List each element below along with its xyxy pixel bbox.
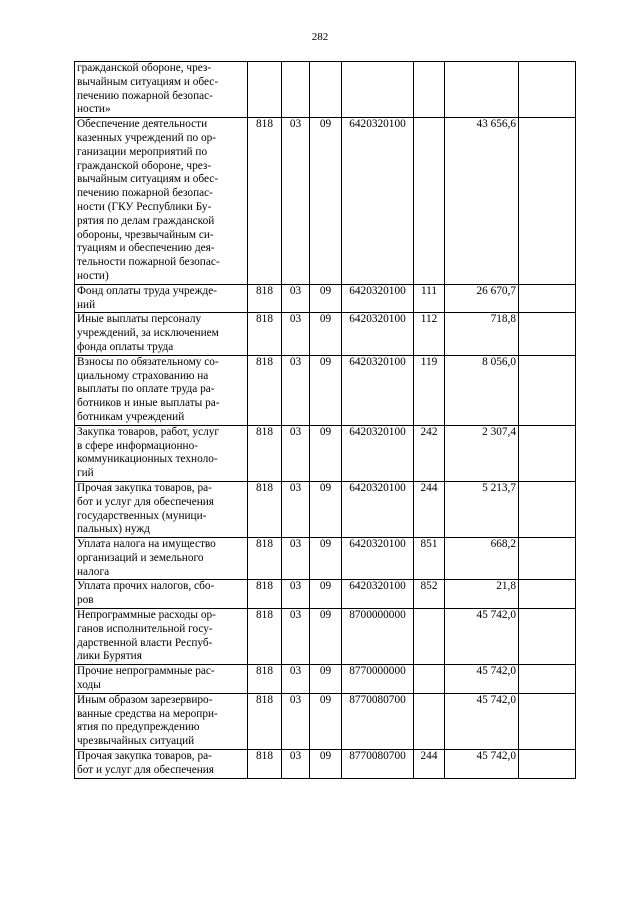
cell-subsection: 09 (310, 355, 342, 425)
cell-grbs: 818 (248, 284, 282, 313)
expense-name-line: ганов исполнительной госу- (77, 622, 213, 635)
cell-expense-name (75, 481, 248, 537)
cell-expense-name (75, 693, 248, 749)
cell-extra (519, 609, 576, 665)
cell-target-article: 8770000000 (342, 665, 414, 694)
expense-name-line: ботников и иные выплаты ра- (77, 397, 220, 410)
expense-name-line: Обеспечение деятельности (77, 118, 208, 131)
expense-name-line: Взносы по обязательному со- (77, 355, 219, 368)
table-row (75, 62, 576, 118)
cell-extra (519, 693, 576, 749)
cell-amount: 43 656,6 (445, 118, 519, 285)
cell-section: 03 (282, 693, 310, 749)
cell-subsection: 09 (310, 284, 342, 313)
table-row (75, 481, 576, 537)
cell-subsection: 09 (310, 750, 342, 779)
cell-expense-type (414, 693, 445, 749)
cell-subsection: 09 (310, 609, 342, 665)
expense-name-line: бот и услуг для обеспечения (77, 763, 215, 776)
expense-name-line: организаций и земельного (77, 551, 204, 564)
expense-name-line: ботникам учреждений (77, 410, 185, 423)
cell-grbs: 818 (248, 693, 282, 749)
cell-amount (445, 62, 519, 118)
expense-name-line: ятия по предупреждению (77, 721, 200, 734)
cell-expense-name (75, 284, 248, 313)
cell-subsection: 09 (310, 580, 342, 609)
expense-name-line: гражданской обороне, чрез- (77, 62, 212, 74)
cell-section: 03 (282, 538, 310, 580)
expense-name-line: Прочая закупка товаров, ра- (77, 481, 212, 494)
cell-extra (519, 313, 576, 355)
cell-grbs: 818 (248, 425, 282, 481)
cell-amount: 45 742,0 (445, 693, 519, 749)
cell-target-article: 6420320100 (342, 425, 414, 481)
cell-extra (519, 118, 576, 285)
cell-section (282, 62, 310, 118)
cell-expense-type: 119 (414, 355, 445, 425)
expense-name-line: ров (77, 594, 94, 607)
cell-grbs: 818 (248, 609, 282, 665)
cell-subsection: 09 (310, 313, 342, 355)
cell-expense-name (75, 665, 248, 694)
cell-extra (519, 355, 576, 425)
cell-section: 03 (282, 425, 310, 481)
cell-expense-type (414, 665, 445, 694)
expense-name-line: печению пожарной безопас- (77, 187, 213, 200)
cell-expense-type: 244 (414, 750, 445, 779)
table-row (75, 313, 576, 355)
cell-grbs (248, 62, 282, 118)
cell-section: 03 (282, 313, 310, 355)
cell-extra (519, 284, 576, 313)
table-row (75, 284, 576, 313)
expense-name-line: Иные выплаты персоналу (77, 313, 202, 326)
cell-expense-type: 111 (414, 284, 445, 313)
cell-subsection: 09 (310, 425, 342, 481)
cell-amount: 45 742,0 (445, 750, 519, 779)
cell-section: 03 (282, 580, 310, 609)
cell-subsection: 09 (310, 481, 342, 537)
cell-subsection: 09 (310, 118, 342, 285)
expense-name-line: Фонд оплаты труда учрежде- (77, 284, 218, 297)
cell-subsection: 09 (310, 538, 342, 580)
expense-name-line: печению пожарной безопас- (77, 89, 213, 102)
expense-name-line: учреждений, за исключением (77, 327, 219, 340)
cell-target-article: 6420320100 (342, 313, 414, 355)
expense-name-line: обороны, чрезвычайным си- (77, 228, 214, 241)
expense-name-line: коммуникационных техноло- (77, 453, 218, 466)
cell-target-article: 6420320100 (342, 481, 414, 537)
expense-name-line: ванные средства на меропри- (77, 707, 218, 720)
expense-name-line: Прочая закупка товаров, ра- (77, 750, 212, 763)
cell-amount: 668,2 (445, 538, 519, 580)
cell-expense-type: 242 (414, 425, 445, 481)
cell-expense-name (75, 313, 248, 355)
cell-expense-name (75, 118, 248, 285)
cell-expense-type (414, 118, 445, 285)
cell-expense-name (75, 750, 248, 779)
cell-amount: 26 670,7 (445, 284, 519, 313)
expense-name-line: казенных учреждений по ор- (77, 131, 217, 144)
expense-name-line: налога (77, 565, 110, 578)
cell-target-article: 6420320100 (342, 538, 414, 580)
expense-name-line: Уплата налога на имущество (77, 538, 216, 551)
cell-expense-type: 851 (414, 538, 445, 580)
table-row (75, 580, 576, 609)
table-row (75, 665, 576, 694)
cell-section: 03 (282, 609, 310, 665)
expense-name-line: дарственной власти Респуб- (77, 636, 213, 649)
cell-grbs: 818 (248, 118, 282, 285)
cell-section: 03 (282, 665, 310, 694)
expense-name-line: гий (77, 467, 94, 480)
table-row (75, 693, 576, 749)
cell-extra (519, 580, 576, 609)
cell-target-article: 6420320100 (342, 284, 414, 313)
cell-grbs: 818 (248, 481, 282, 537)
cell-expense-type: 852 (414, 580, 445, 609)
cell-section: 03 (282, 750, 310, 779)
cell-amount: 718,8 (445, 313, 519, 355)
expense-name-line: ности» (77, 103, 111, 116)
cell-subsection: 09 (310, 665, 342, 694)
expense-name-line: Иным образом зарезервиро- (77, 693, 213, 706)
cell-amount: 2 307,4 (445, 425, 519, 481)
cell-expense-name (75, 425, 248, 481)
table-row (75, 118, 576, 285)
cell-target-article: 8700000000 (342, 609, 414, 665)
table-row (75, 750, 576, 779)
cell-amount: 45 742,0 (445, 665, 519, 694)
expense-name-line: чрезвычайных ситуаций (77, 735, 195, 748)
expense-name-line: Уплата прочих налогов, сбо- (77, 580, 215, 593)
expense-name-line: Закупка товаров, работ, услуг (77, 425, 219, 438)
cell-amount: 21,8 (445, 580, 519, 609)
expense-name-line: пальных) нужд (77, 523, 150, 536)
cell-target-article: 6420320100 (342, 580, 414, 609)
expense-name-line: государственных (муници- (77, 509, 207, 522)
cell-section: 03 (282, 118, 310, 285)
expense-name-line: лики Бурятия (77, 650, 142, 663)
expense-name-line: бот и услуг для обеспечения (77, 495, 215, 508)
table-row (75, 425, 576, 481)
expense-name-line: ности (ГКУ Республики Бу- (77, 200, 212, 213)
expense-name-line: ности) (77, 269, 109, 282)
cell-expense-name (75, 580, 248, 609)
cell-extra (519, 750, 576, 779)
cell-amount: 45 742,0 (445, 609, 519, 665)
expense-name-line: выплаты по оплате труда ра- (77, 383, 215, 396)
expense-name-line: фонда оплаты труда (77, 340, 174, 353)
expense-name-line: вычайным ситуациям и обес- (77, 173, 219, 186)
cell-target-article: 6420320100 (342, 355, 414, 425)
cell-target-article: 6420320100 (342, 118, 414, 285)
table-row (75, 538, 576, 580)
cell-expense-name (75, 355, 248, 425)
cell-grbs: 818 (248, 355, 282, 425)
table-row (75, 355, 576, 425)
cell-expense-name (75, 609, 248, 665)
page-number: 282 (311, 31, 329, 43)
expense-name-line: рятия по делам гражданской (77, 214, 215, 227)
cell-expense-type (414, 62, 445, 118)
cell-section: 03 (282, 355, 310, 425)
expense-name-line: туациям и обеспечению дея- (77, 242, 215, 255)
cell-expense-type: 112 (414, 313, 445, 355)
budget-table-body (75, 62, 576, 779)
expense-name-line: Непрограммные расходы ор- (77, 609, 216, 622)
cell-expense-type: 244 (414, 481, 445, 537)
cell-target-article: 8770080700 (342, 693, 414, 749)
cell-amount: 5 213,7 (445, 481, 519, 537)
expense-name-line: вычайным ситуациям и обес- (77, 75, 219, 88)
cell-extra (519, 481, 576, 537)
expense-name-line: ний (77, 298, 96, 311)
expense-name-line: ганизации мероприятий по (77, 145, 208, 158)
cell-grbs: 818 (248, 538, 282, 580)
cell-target-article (342, 62, 414, 118)
cell-expense-name (75, 62, 248, 118)
cell-section: 03 (282, 284, 310, 313)
cell-section: 03 (282, 481, 310, 537)
expense-name-line: гражданской обороне, чрез- (77, 159, 212, 172)
cell-extra (519, 62, 576, 118)
expense-name-line: циальному страхованию на (77, 369, 209, 382)
cell-grbs: 818 (248, 665, 282, 694)
cell-grbs: 818 (248, 750, 282, 779)
cell-grbs: 818 (248, 580, 282, 609)
expense-name-line: в сфере информационно- (77, 439, 198, 452)
table-row (75, 609, 576, 665)
expense-name-line: ходы (77, 679, 101, 692)
cell-subsection: 09 (310, 693, 342, 749)
expense-name-line: тельности пожарной безопас- (77, 256, 220, 269)
cell-expense-type (414, 609, 445, 665)
cell-grbs: 818 (248, 313, 282, 355)
expense-name-line: Прочие непрограммные рас- (77, 665, 215, 678)
cell-expense-name (75, 538, 248, 580)
budget-table (74, 61, 576, 779)
cell-amount: 8 056,0 (445, 355, 519, 425)
cell-target-article: 8770080700 (342, 750, 414, 779)
cell-subsection (310, 62, 342, 118)
cell-extra (519, 538, 576, 580)
cell-extra (519, 665, 576, 694)
cell-extra (519, 425, 576, 481)
